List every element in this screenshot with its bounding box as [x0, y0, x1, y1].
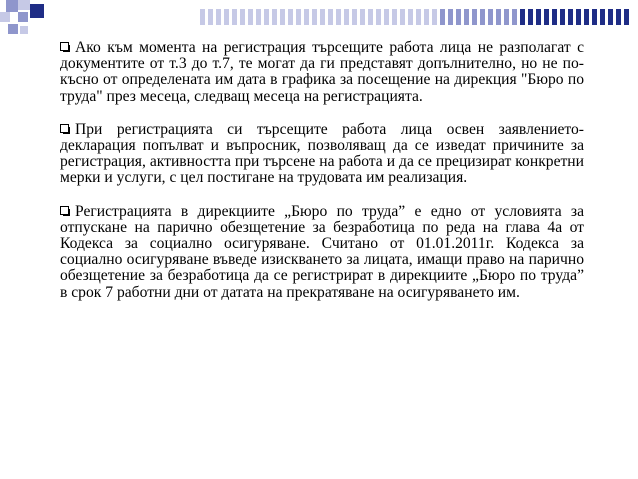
deco-bar	[200, 9, 205, 25]
deco-square	[18, 0, 30, 10]
deco-bar	[624, 9, 629, 25]
deco-bar	[576, 9, 581, 25]
deco-bar	[344, 9, 349, 25]
deco-bar	[416, 9, 421, 25]
deco-bar	[616, 9, 621, 25]
deco-bar	[360, 9, 365, 25]
deco-bar	[208, 9, 213, 25]
hollow-square-bullet-icon	[60, 124, 69, 133]
deco-bar	[432, 9, 437, 25]
deco-bar	[304, 9, 309, 25]
deco-bar	[280, 9, 285, 25]
deco-bar	[536, 9, 541, 25]
deco-bar	[240, 9, 245, 25]
deco-bar	[464, 9, 469, 25]
deco-bar	[408, 9, 413, 25]
deco-bar	[552, 9, 557, 25]
deco-bar	[248, 9, 253, 25]
deco-bar	[528, 9, 533, 25]
slide-header-decoration	[0, 0, 638, 40]
deco-bar	[296, 9, 301, 25]
deco-bar	[600, 9, 605, 25]
deco-bar	[256, 9, 261, 25]
deco-bar	[520, 9, 525, 25]
deco-bar	[336, 9, 341, 25]
hollow-square-bullet-icon	[60, 42, 69, 51]
deco-bar	[440, 9, 445, 25]
deco-bar	[264, 9, 269, 25]
deco-bar	[456, 9, 461, 25]
deco-square	[8, 24, 18, 34]
deco-square	[6, 0, 18, 12]
bullet-paragraph-3	[60, 204, 584, 301]
deco-bar	[488, 9, 493, 25]
deco-bar	[312, 9, 317, 25]
deco-bar	[512, 9, 517, 25]
deco-bar-row	[200, 9, 629, 25]
deco-bar	[232, 9, 237, 25]
deco-bar	[384, 9, 389, 25]
deco-square	[20, 26, 28, 34]
hollow-square-bullet-icon	[60, 206, 69, 215]
deco-bar	[376, 9, 381, 25]
deco-bar	[448, 9, 453, 25]
deco-bar	[560, 9, 565, 25]
deco-bar	[496, 9, 501, 25]
deco-square	[30, 4, 44, 18]
bullet-paragraph-2	[60, 122, 584, 187]
deco-bar	[368, 9, 373, 25]
deco-bar	[328, 9, 333, 25]
deco-bar	[504, 9, 509, 25]
deco-bar	[400, 9, 405, 25]
deco-square	[18, 12, 28, 22]
deco-bar	[320, 9, 325, 25]
deco-bar	[472, 9, 477, 25]
paragraph-text: Ако към момента на регистрация търсещите работа лица не разполагат с документите от т.3 до т.7, те могат да ги представят допълнително, но не по-късно от определената им дата в графика за посещение на дирекция "Бюро по труда" през месеца, следващ месеца на регистрацията.	[60, 39, 584, 105]
deco-square	[0, 12, 10, 22]
deco-bar	[352, 9, 357, 25]
paragraph-text: Регистрацията в дирекциите „Бюро по труда” е едно от условията за отпускане на парично обезщетение за безработица по реда на глава 4а от Кодекса за социално осигуряване. Считано от 01.01.2011г. Кодекса за социално осигуряване въведе изискването за лицата, имащи право на парично обезщетение за безработица да се регистрират в дирекциите „Бюро по труда” в срок 7 работни дни от датата на прекратяване на осигуряването им.	[60, 202, 584, 301]
deco-bar	[584, 9, 589, 25]
deco-bar	[424, 9, 429, 25]
deco-bar	[544, 9, 549, 25]
deco-bar	[568, 9, 573, 25]
deco-bar	[392, 9, 397, 25]
bullet-paragraph-1	[60, 40, 584, 105]
deco-bar	[224, 9, 229, 25]
slide-body	[60, 40, 584, 318]
deco-bar	[592, 9, 597, 25]
deco-bar	[216, 9, 221, 25]
deco-bar	[272, 9, 277, 25]
deco-bar	[608, 9, 613, 25]
deco-bar	[480, 9, 485, 25]
deco-bar	[288, 9, 293, 25]
paragraph-text: При регистрацията си търсещите работа лица освен заявлението-декларация попълват и въпросник, позволяващ да се изведат причините за регистрация, активността при търсене на работа и да се прецизират конкретни мерки и услуги, с цел постигане на трудовата им реализация.	[60, 120, 584, 187]
